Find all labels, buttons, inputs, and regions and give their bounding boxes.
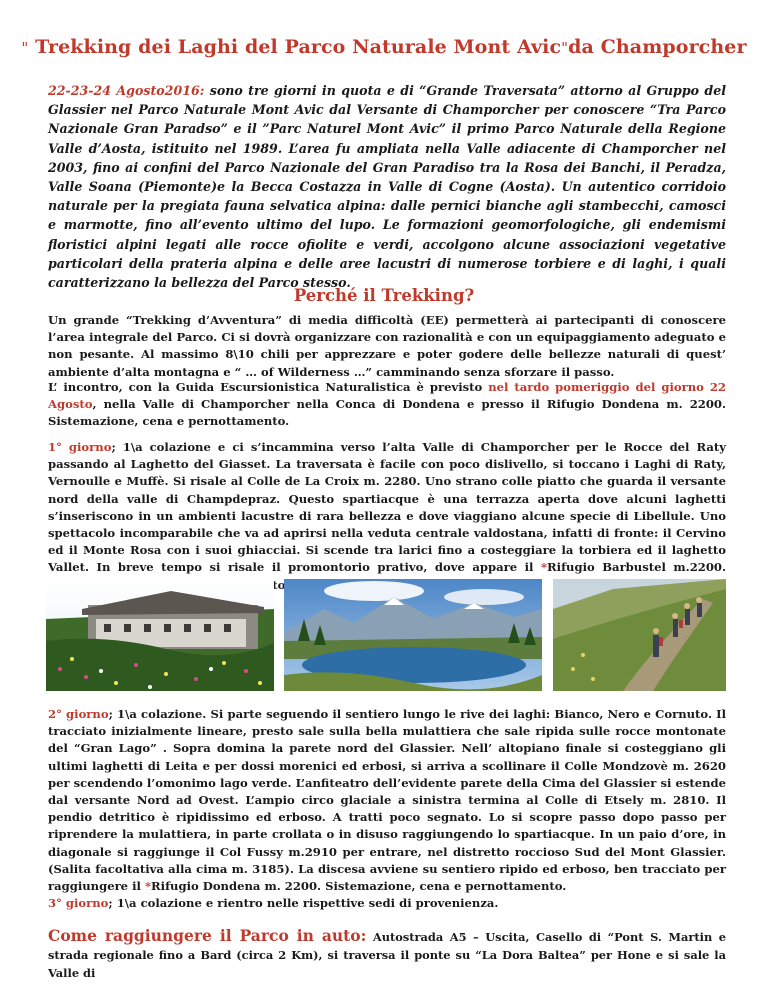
why-heading: Perché il Trekking? xyxy=(293,286,475,305)
title-open-quote: " xyxy=(21,39,29,57)
title-text: Trekking dei Laghi del Parco Naturale Mont Avic xyxy=(35,36,562,58)
title-close-quote: " xyxy=(561,39,569,57)
day3-label: 3° giorno xyxy=(48,896,109,911)
meeting-text-1: L’ incontro, con la Guida Escursionistica Naturalistica è previsto xyxy=(48,380,489,394)
day2-paragraph xyxy=(48,706,726,912)
day1-paragraph xyxy=(48,439,726,594)
day2-label: 2° giorno xyxy=(48,707,109,721)
day3-text: ; 1\a colazione e rientro nelle rispettive sedi di provenienza. xyxy=(108,896,499,911)
photo-strip xyxy=(46,579,726,691)
day1-text-1: ; 1\a colazione e ci s’incammina verso l’alta Valle di Champorcher per le Rocce del Raty passando al Laghetto del Giasset. La traversata è facile con poco dislivello, si toccano i Laghi di Raty, Vernoulle e Muffè. Si risale al Colle de La Croix m. 2280. Uno strano colle piatto che guarda il versante nord della valle di Champdepraz. Questo spartiacque è una terrazza aperta dove alcuni laghetti s’inseriscono in un ambienti lacustre di rara bellezza e dove viaggiano alcune specie di Libellule. Uno spettacolo incomparabile che va ad aprirsi nella veduta centrale valdostana, infatti di fronte: il Cervino ed il Monte Rosa con i suoi ghiacciai. Si scende tra larici fino a costeggiare la torbiera ed il laghetto Vallet. In breve tempo si risale il promontorio prativo, dove appare il xyxy=(48,440,727,575)
photo-refuge-meadow xyxy=(46,579,274,691)
access-paragraph xyxy=(48,927,726,982)
day2-text-2: Rifugio Dondena m. 2200. Sistemazione, cena e pernottamento. xyxy=(151,879,567,894)
day2-text-1: ; 1\a colazione. Si parte seguendo il sentiero lungo le rive dei laghi: Bianco, Nero e Cornuto. Il tracciato inizialmente lineare, presto sale sulla bella mulattiera che sale ripida sulle rocce montonate del “Gran Lago” . Sopra domina la parete nord del Glassier. Nell’ altopiano finale si costeggiano gli ultimi laghetti di Leita e per dossi morenici ed erbosi, si arriva a scollinare il Colle Mondzovè m. 2620 per scendendo l’omonimo lago verde. L’anfiteatro dell’evidente parete della Cima del Glassier si estende dal versante Nord ad Ovest. L’ampio circo glaciale a sinistra termina al Colle di Etsely m. 2810. Il pendio detritico è ripidissimo ed erboso. A tratti poco segnato. Lo si scopre passo dopo passo per riprendere la mulattiera, in parte crollata o in disuso raggiungendo lo spartiacque. In un paio d’ore, in diagonale si raggiunge il Col Fussy m.2910 per entrare, nel distretto roccioso Sud del Mont Glassier. (Salita facoltativa alla cima m. 3185). La discesa avviene su sentiero ripido ed erboso, ben tracciato per raggiungere il xyxy=(48,707,726,894)
meeting-text-2: , nella Valle di Champorcher nella Conca di Dondena e presso il Rifugio Dondena m. 2200. Sistemazione, cena e pernottamento. xyxy=(48,397,726,429)
intro-paragraph xyxy=(48,81,726,292)
intro-date: 22-23-24 Agosto2016: xyxy=(48,83,205,98)
photo-hikers-trail xyxy=(553,579,726,691)
page-title xyxy=(0,36,768,58)
day1-text-2: Rifugio Barbustel m.2200. xyxy=(547,560,727,575)
day1-star: * xyxy=(540,560,548,575)
access-text: Autostrada A5 – Uscita, Casello di “Pont S. Martin e strada regionale fino a Bard (circa 2 Km), si traversa il ponte su “La Dora Baltea” per Hone e si sale la Valle di xyxy=(48,930,726,980)
meeting-paragraph xyxy=(48,379,726,431)
day2-star: * xyxy=(144,879,152,894)
meeting-highlight: nel tardo pomeriggio del giorno 22 Agosto xyxy=(48,380,726,412)
why-paragraph: Un grande “Trekking d’Avventura” di media difficoltà (EE) permetterà ai partecipanti di conoscere l’area integrale del Parco. Ci si dovrà organizzare con razionalità e con un equipaggiamento adeguato e non pesante. Al massimo 8\10 chili per apprezzare e poter godere delle bellezze naturali di quest’ ambiente d’alta montagna e “ … of Wilderness …” camminando senza sforzare il passo. xyxy=(48,313,726,379)
day1-label: 1° giorno xyxy=(48,440,112,454)
intro-text: sono tre giorni in quota e di “Grande Traversata” attorno al Gruppo del Glassier nel Parco Naturale Mont Avic dal Versante di Champorcher per conoscere “Tra Parco Nazionale Gran Paradso” e il ”Parc Naturel Mont Avic” il primo Parco Naturale della Regione Valle d’Aosta, istituito nel 1989. L’area fu ampliata nella Valle adiacente di Champorcher nel 2003, fino ai confini del Parco Nazionale del Gran Paradiso tra la Rosa dei Banchi, il Peradza, Valle Soana (Piemonte)e la Becca Costazza in Valle di Cogne (Aosta). Un autentico corridoio naturale per la pregiata fauna selvatica alpina: dalle pernici bianche agli stambecchi, camosci e marmotte, fino all’evento ultimo del lupo. Le formazioni geomorfologiche, gli endemismi floristici alpini legati alle rocce ofiolite e verdi, accolgono alcune associazioni vegetative particolari della prateria alpina e delle aree lacustri di numerose torbiere e di laghi, i quali caratterizzano la bellezza del Parco stesso. xyxy=(48,83,727,291)
title-suffix: da Champorcher xyxy=(568,36,747,58)
access-heading: Come raggiungere il Parco in auto: xyxy=(48,926,367,945)
photo-mountain-lake xyxy=(284,579,542,691)
